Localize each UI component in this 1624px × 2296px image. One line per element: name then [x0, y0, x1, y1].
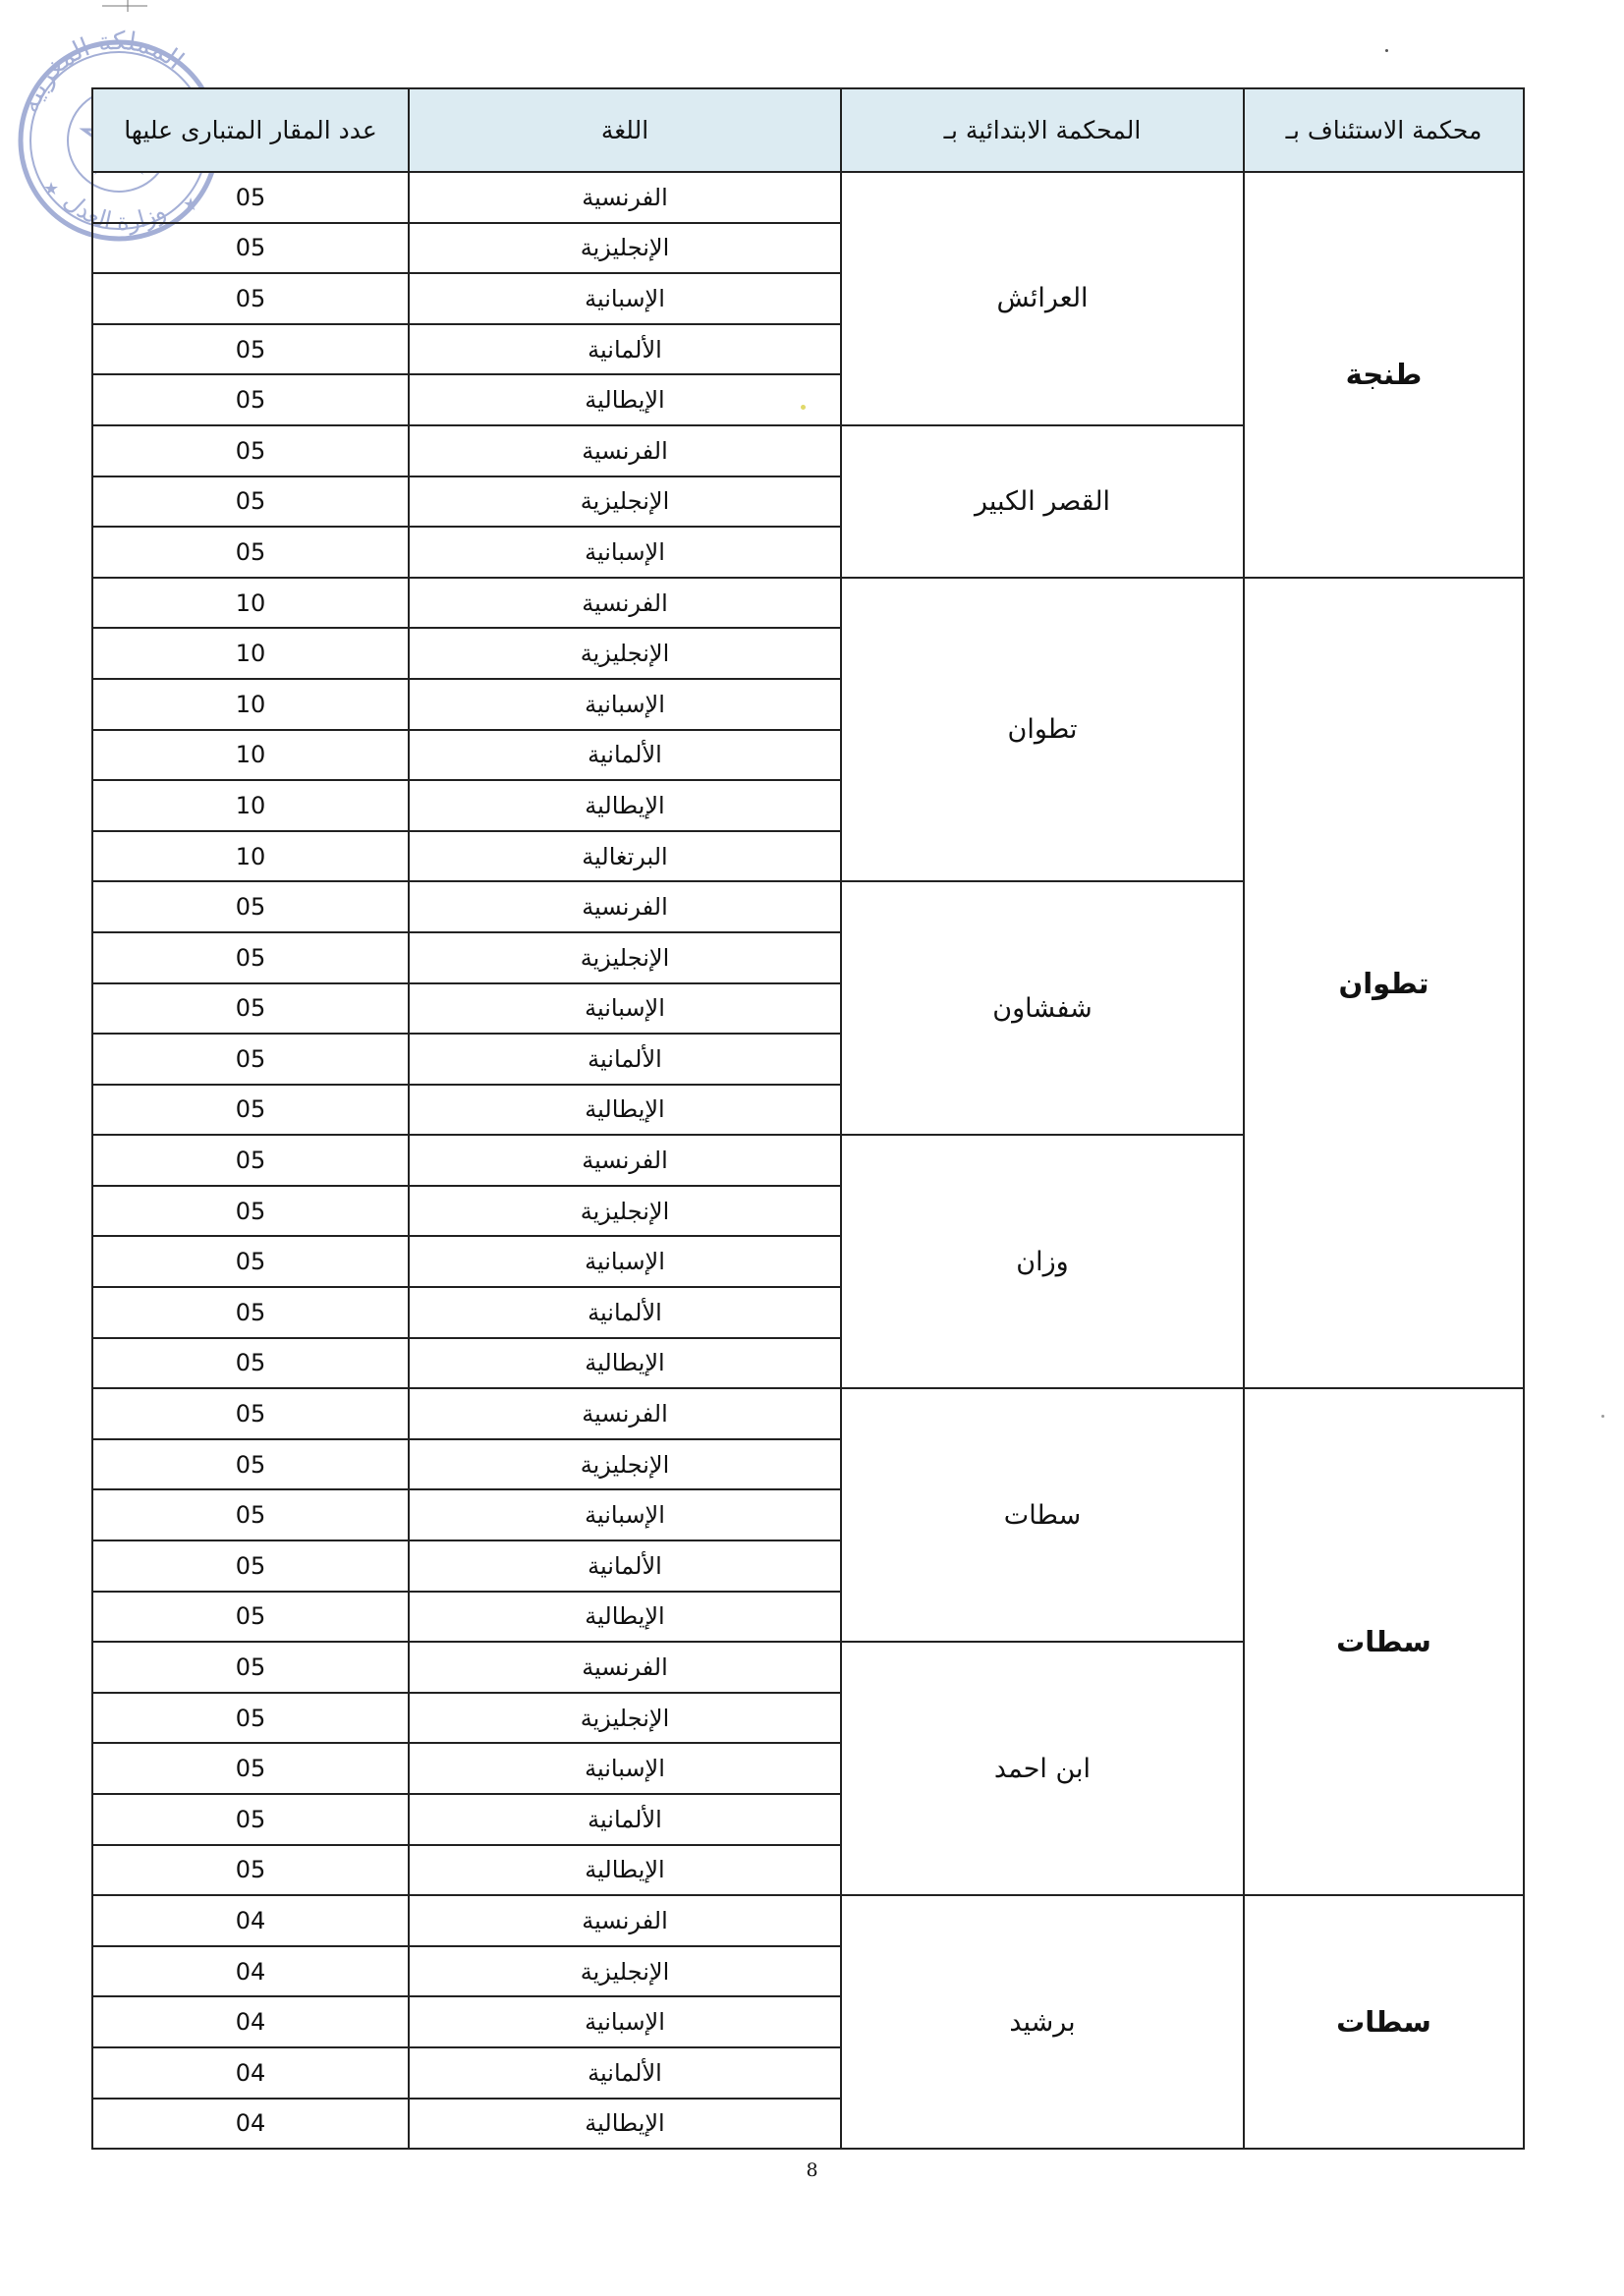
language-cell: الإنجليزية [409, 1946, 841, 1997]
yellow-speck [801, 405, 806, 410]
svg-text:★: ★ [183, 195, 199, 215]
language-cell: الفرنسية [409, 881, 841, 932]
appeal-court-cell: طنجة [1244, 172, 1524, 578]
seats-cell: 10 [92, 679, 409, 730]
seats-cell: 05 [92, 1236, 409, 1287]
language-cell: الألمانية [409, 730, 841, 781]
language-cell: الألمانية [409, 2047, 841, 2099]
language-cell: الفرنسية [409, 1135, 841, 1186]
seats-cell: 05 [92, 425, 409, 476]
language-cell: الإنجليزية [409, 1439, 841, 1490]
seats-cell: 05 [92, 1439, 409, 1490]
language-cell: الإسبانية [409, 1489, 841, 1540]
language-cell: الإنجليزية [409, 1693, 841, 1744]
seats-cell: 05 [92, 1388, 409, 1439]
seats-cell: 05 [92, 1287, 409, 1338]
appeal-court-cell: سطات [1244, 1388, 1524, 1895]
seats-cell: 05 [92, 1845, 409, 1896]
first-instance-court-cell: العرائش [841, 172, 1244, 425]
seats-cell: 05 [92, 1489, 409, 1540]
table-body [92, 172, 1524, 2149]
language-cell: الإيطالية [409, 374, 841, 425]
seats-table [91, 87, 1525, 2150]
first-instance-court-cell: تطوان [841, 578, 1244, 882]
language-cell: الإنجليزية [409, 223, 841, 274]
seats-cell: 05 [92, 476, 409, 528]
language-cell: الفرنسية [409, 578, 841, 629]
first-instance-court-cell: سطات [841, 1388, 1244, 1642]
table-header-row [92, 88, 1524, 172]
seats-cell: 05 [92, 1592, 409, 1643]
header-language: اللغة [409, 88, 841, 172]
seats-cell: 05 [92, 527, 409, 578]
table-row [92, 578, 1524, 629]
seats-cell: 05 [92, 374, 409, 425]
first-instance-court-cell: ابن احمد [841, 1642, 1244, 1895]
seats-cell: 04 [92, 2099, 409, 2150]
header-seats: عدد المقار المتبارى عليها [92, 88, 409, 172]
language-cell: الإيطالية [409, 780, 841, 831]
seats-cell: 04 [92, 1946, 409, 1997]
seats-cell: 05 [92, 1338, 409, 1389]
language-cell: الفرنسية [409, 425, 841, 476]
language-cell: الفرنسية [409, 1895, 841, 1946]
seats-cell: 05 [92, 273, 409, 324]
seats-cell: 04 [92, 2047, 409, 2099]
first-instance-court-cell: شفشاون [841, 881, 1244, 1135]
language-cell: الإيطالية [409, 2099, 841, 2150]
language-cell: الفرنسية [409, 1642, 841, 1693]
language-cell: الفرنسية [409, 172, 841, 223]
seats-cell: 05 [92, 1642, 409, 1693]
seats-cell: 05 [92, 1085, 409, 1136]
seats-cell: 10 [92, 578, 409, 629]
seats-cell: 10 [92, 628, 409, 679]
table-row [92, 172, 1524, 223]
stamp-top-text: المملكة المغربية [15, 27, 190, 117]
language-cell: الإسبانية [409, 983, 841, 1035]
header-first-instance-court: المحكمة الابتدائية بـ [841, 88, 1244, 172]
table-row [92, 1895, 1524, 1946]
appeal-court-cell: تطوان [1244, 578, 1524, 1389]
language-cell: الإنجليزية [409, 932, 841, 983]
language-cell: الإيطالية [409, 1085, 841, 1136]
seats-cell: 05 [92, 1693, 409, 1744]
seats-cell: 04 [92, 1996, 409, 2047]
language-cell: الإيطالية [409, 1338, 841, 1389]
seats-cell: 05 [92, 1034, 409, 1085]
seats-cell: 04 [92, 1895, 409, 1946]
language-cell: الألمانية [409, 1794, 841, 1845]
language-cell: الإنجليزية [409, 476, 841, 528]
seats-cell: 10 [92, 780, 409, 831]
seats-cell: 05 [92, 1135, 409, 1186]
language-cell: الإسبانية [409, 527, 841, 578]
language-cell: الإسبانية [409, 1743, 841, 1794]
language-cell: البرتغالية [409, 831, 841, 882]
language-cell: الإنجليزية [409, 628, 841, 679]
scan-mark [98, 0, 157, 14]
seats-cell: 05 [92, 1794, 409, 1845]
page-number: 8 [806, 2159, 818, 2181]
first-instance-court-cell: برشيد [841, 1895, 1244, 2149]
seats-cell: 05 [92, 881, 409, 932]
language-cell: الفرنسية [409, 1388, 841, 1439]
seats-cell: 10 [92, 831, 409, 882]
language-cell: الإنجليزية [409, 1186, 841, 1237]
table-row [92, 1388, 1524, 1439]
stamp-bottom-text: وزارة العدل [58, 187, 171, 236]
language-cell: الإسبانية [409, 1236, 841, 1287]
language-cell: الإسبانية [409, 1996, 841, 2047]
scan-dot [1601, 1415, 1604, 1418]
language-cell: الإيطالية [409, 1845, 841, 1896]
seats-cell: 05 [92, 1186, 409, 1237]
seats-cell: 05 [92, 932, 409, 983]
seats-cell: 10 [92, 730, 409, 781]
appeal-court-cell: سطات [1244, 1895, 1524, 2149]
seats-cell: 05 [92, 172, 409, 223]
language-cell: الألمانية [409, 1540, 841, 1592]
language-cell: الإسبانية [409, 679, 841, 730]
seats-cell: 05 [92, 1540, 409, 1592]
svg-text:★: ★ [43, 179, 60, 199]
seats-cell: 05 [92, 983, 409, 1035]
seats-cell: 05 [92, 324, 409, 375]
language-cell: الإيطالية [409, 1592, 841, 1643]
first-instance-court-cell: القصر الكبير [841, 425, 1244, 578]
language-cell: الإسبانية [409, 273, 841, 324]
seats-cell: 05 [92, 223, 409, 274]
seats-cell: 05 [92, 1743, 409, 1794]
language-cell: الألمانية [409, 1287, 841, 1338]
scan-dot [1385, 49, 1388, 52]
header-appeal-court: محكمة الاستئناف بـ [1244, 88, 1524, 172]
language-cell: الألمانية [409, 324, 841, 375]
language-cell: الألمانية [409, 1034, 841, 1085]
first-instance-court-cell: وزان [841, 1135, 1244, 1388]
